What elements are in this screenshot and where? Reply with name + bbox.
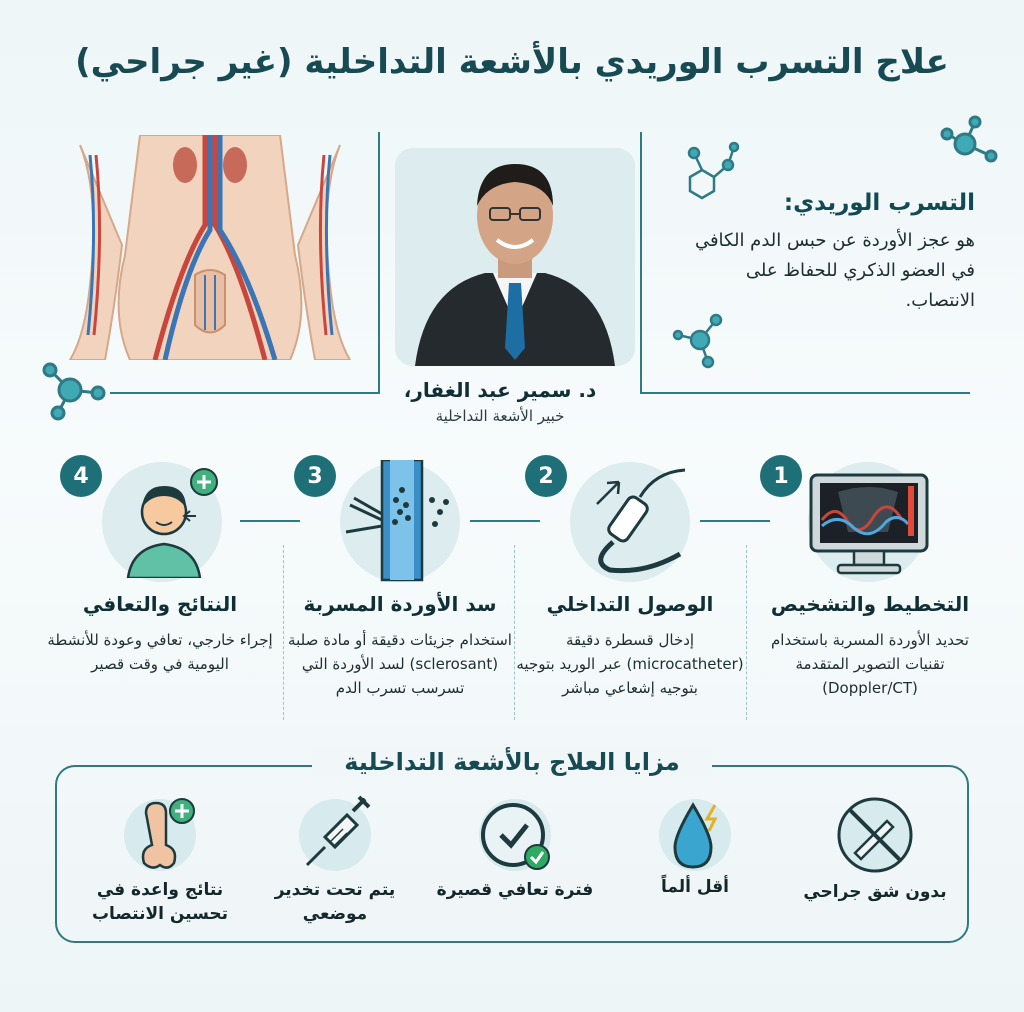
pelvic-vascular-anatomy-illustration xyxy=(60,135,360,360)
step-separator xyxy=(746,545,747,720)
benefit-label: فترة تعافي قصيرة xyxy=(436,880,594,900)
step-number: 2 xyxy=(525,455,567,497)
vein-embolization-icon xyxy=(340,460,465,585)
step-connector xyxy=(700,520,770,522)
patient-recovery-icon xyxy=(108,466,220,578)
definition-body: هو عجز الأوردة عن حبس الدم الكافي في العضو الذكري للحفاظ على الانتصاب. xyxy=(694,230,975,311)
step-title: التخطيط والتشخيص xyxy=(770,592,970,616)
benefits-title: مزايا العلاج بالأشعة التداخلية xyxy=(312,748,712,776)
step-connector xyxy=(470,520,540,522)
step-number: 1 xyxy=(760,455,802,497)
step-connector xyxy=(240,520,300,522)
ultrasound-monitor-icon xyxy=(808,472,930,577)
step-separator xyxy=(283,545,284,720)
page-title: علاج التسرب الوريدي بالأشعة التداخلية (غير جراحي) xyxy=(75,42,949,82)
catheter-icon xyxy=(585,462,695,577)
no-scalpel-icon xyxy=(835,795,915,875)
step-title: سد الأوردة المسربة xyxy=(303,592,497,616)
step-title: الوصول التداخلي xyxy=(546,592,714,616)
frame-divider xyxy=(640,132,642,394)
benefit-label: يتم تحت تخدير موضعي xyxy=(274,880,396,924)
doctor-name: د. سمير عبد الغفار، xyxy=(403,378,597,402)
frame-divider xyxy=(640,392,970,394)
step-title: النتائج والتعافي xyxy=(82,592,238,616)
water-drop-icon xyxy=(655,795,735,875)
definition-heading: التسرب الوريدي: xyxy=(783,190,975,216)
benefit-label: نتائج واعدة في تحسين الانتصاب xyxy=(91,880,229,924)
doctor-role: خبير الأشعة التداخلية xyxy=(435,407,565,425)
syringe-icon xyxy=(295,795,375,875)
clock-check-icon xyxy=(475,795,555,875)
molecule-icon xyxy=(935,112,1000,172)
frame-divider xyxy=(110,392,378,394)
organ-plus-icon xyxy=(120,795,200,875)
frame-divider xyxy=(378,132,380,394)
doctor-photo xyxy=(395,148,635,366)
molecule-icon xyxy=(668,310,728,370)
step-description: إدخال قسطرة دقيقة (microcatheter) عبر الوريد بتوجيه بتوجيه إشعاعي مباشر xyxy=(516,631,744,697)
step-description: تحديد الأوردة المسربة باستخدام تقنيات التصوير المتقدمة (Doppler/CT) xyxy=(771,631,969,697)
step-number: 4 xyxy=(60,455,102,497)
molecule-icon xyxy=(40,355,110,425)
step-description: استخدام جزيئات دقيقة أو مادة صلبة (sclerosant) لسد الأوردة التي تسرسب تسرب الدم xyxy=(288,631,512,697)
benefit-label: أقل ألماً xyxy=(660,877,730,897)
step-description: إجراء خارجي، تعافي وعودة للأنشطة اليومية في وقت قصير xyxy=(47,631,273,673)
step-number: 3 xyxy=(294,455,336,497)
benefit-label: بدون شق جراحي xyxy=(803,882,947,902)
